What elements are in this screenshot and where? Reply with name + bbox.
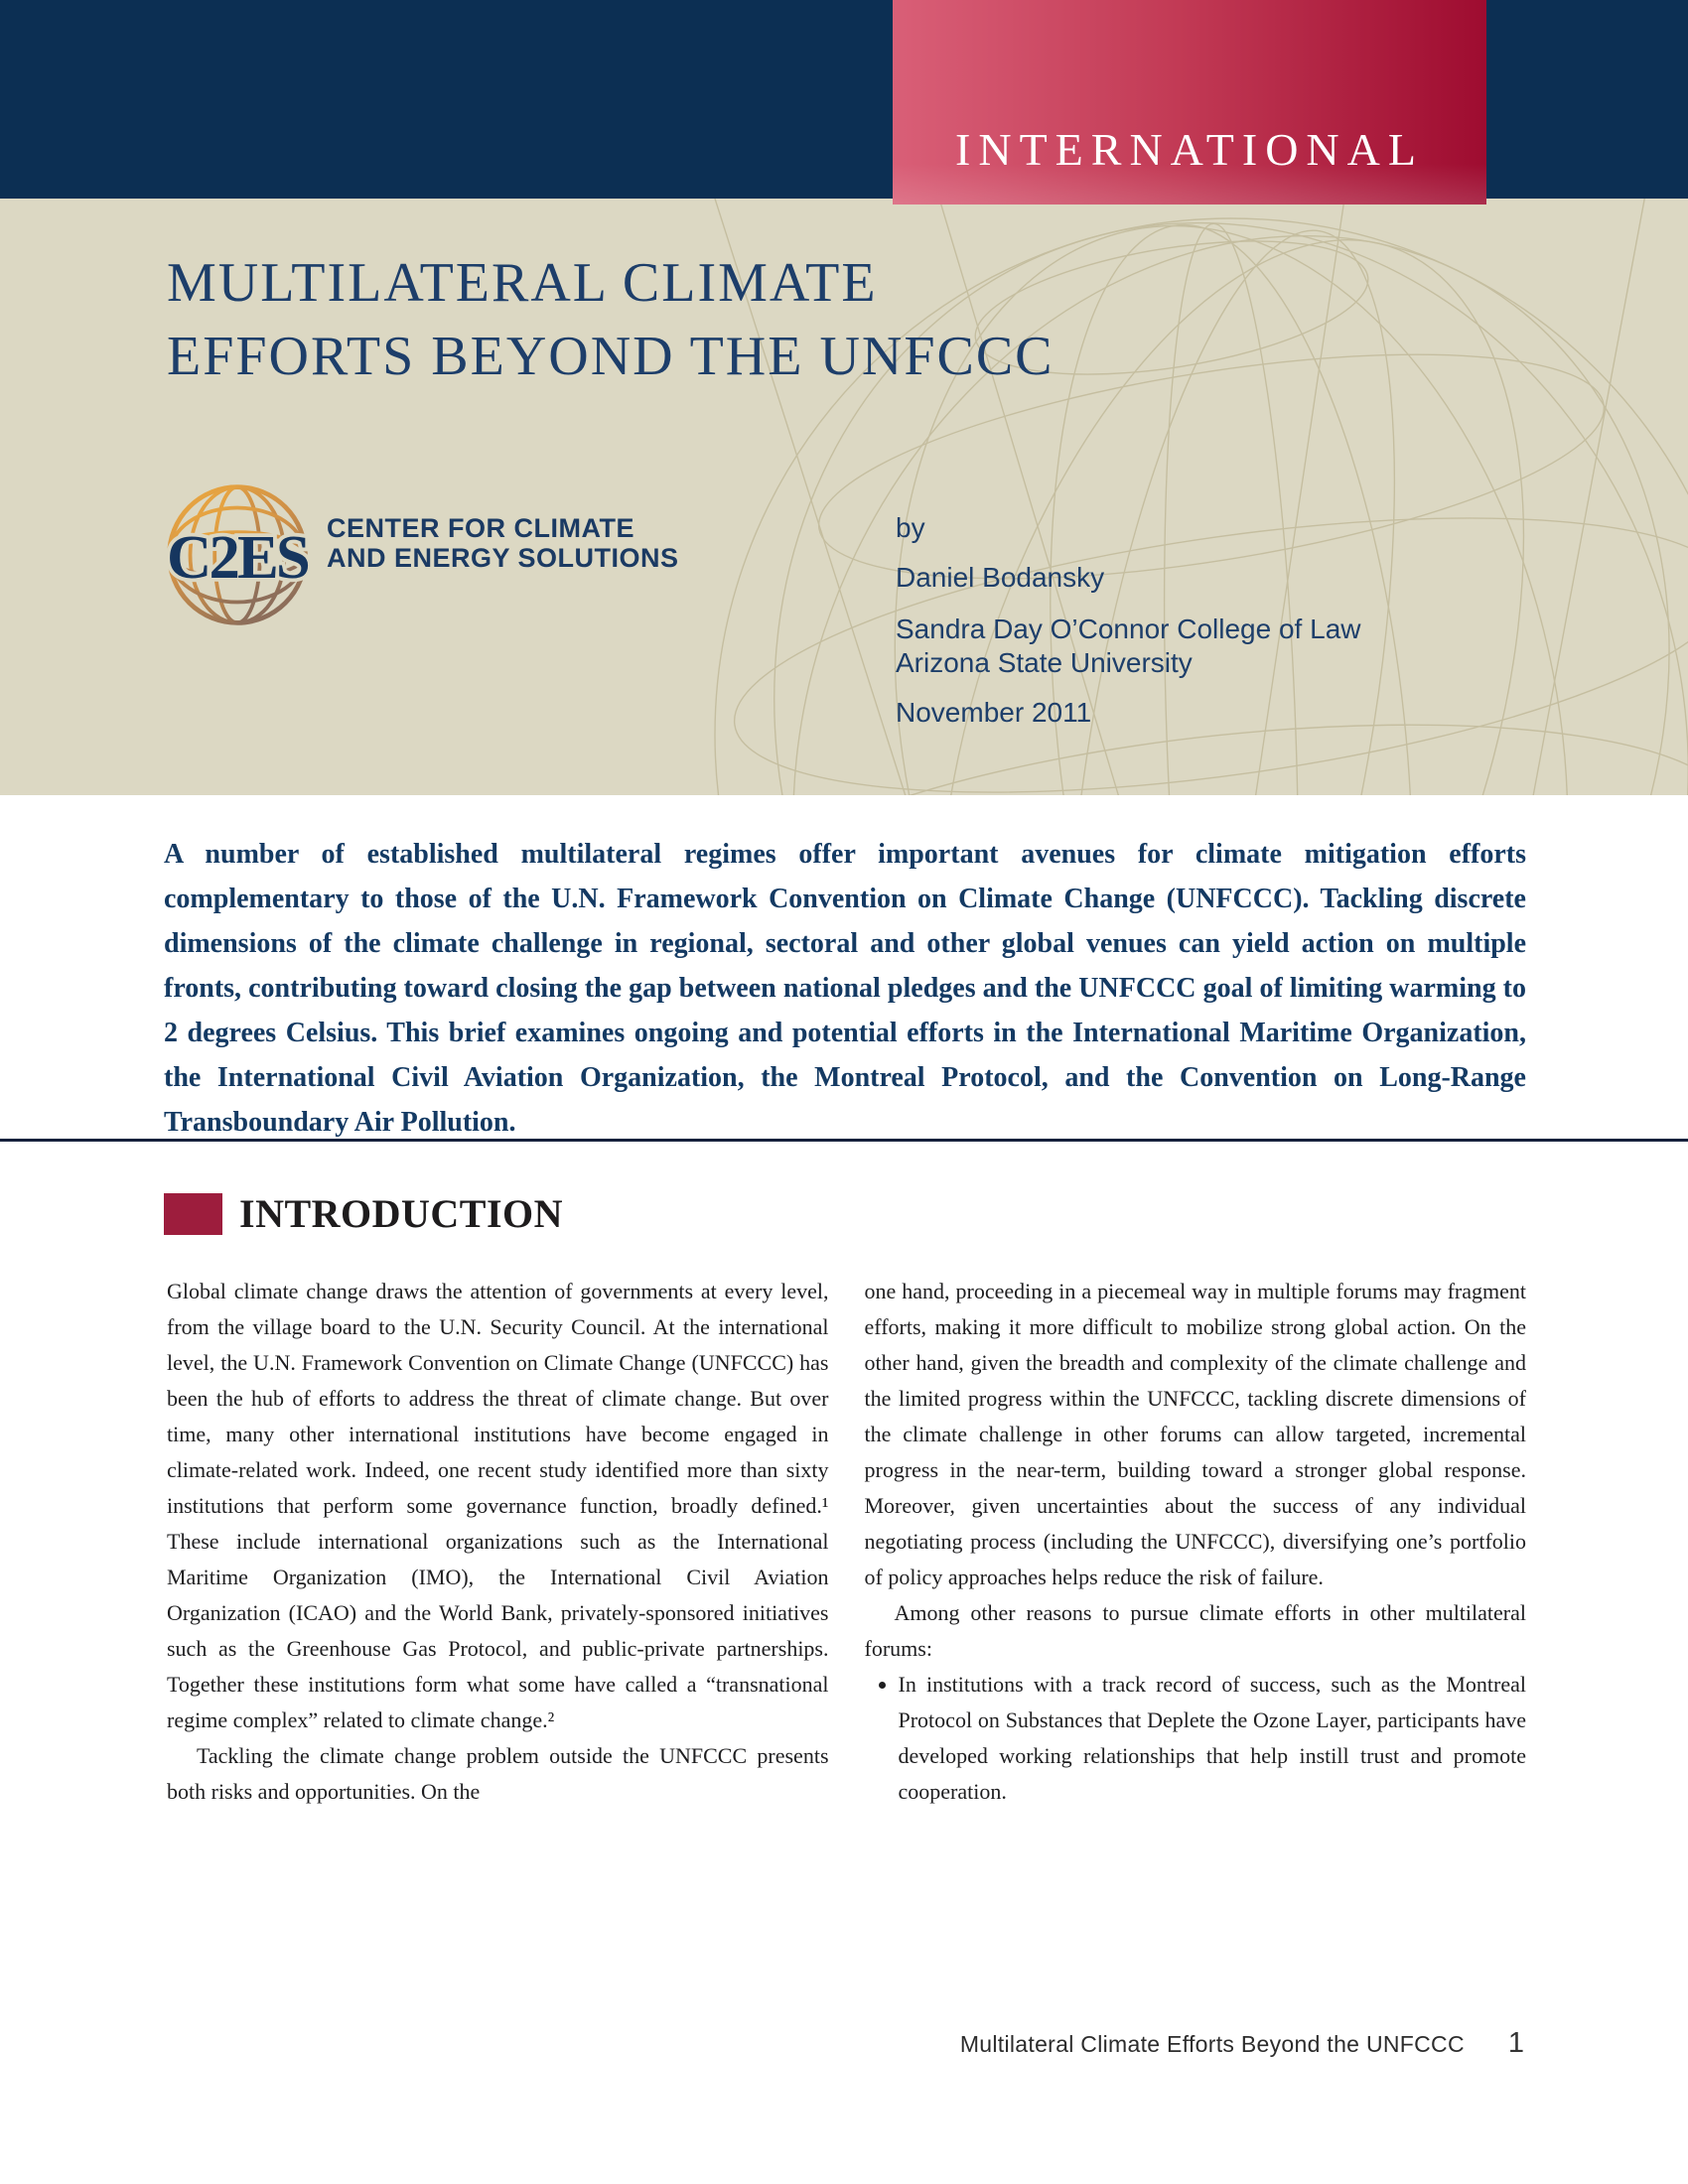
c2es-name-line1: CENTER FOR CLIMATE — [327, 513, 634, 543]
page-title — [167, 246, 1055, 393]
affiliation-line2: Arizona State University — [896, 647, 1193, 678]
byline-by-label: by — [896, 512, 925, 543]
section-marker-square — [164, 1193, 222, 1235]
series-banner — [893, 0, 1486, 205]
abstract-paragraph: A number of established multilateral regimes offer important avenues for climate mitigation efforts complementary to those of the U.N. Framework Convention on Climate Change (UNFCCC). Tackling discrete dimensions of the climate challenge in regional, sectoral and other global venues can yield action on multiple fronts, contributing toward closing the gap between national pledges and the UNFCCC goal of limiting warming to 2 degrees Celsius. This brief examines ongoing and potential efforts in the International Maritime Organization, the International Civil Aviation Organization, the Montreal Protocol, and the Convention on Long-Range Transboundary Air Pollution. — [164, 839, 1526, 1138]
body-paragraph: Among other reasons to pursue climate efforts in other multilateral forums: — [864, 1600, 1526, 1661]
byline-block — [896, 511, 1360, 730]
body-paragraph: Global climate change draws the attention of governments at every level, from the village board to the U.N. Security Council. At the international level, the U.N. Framework Convention on Climate Change (UNFCCC) has been the hub of efforts to address the threat of climate change. But over time, many other international institutions have become engaged in climate-related work. Indeed, one recent study identified more than sixty institutions that perform some governance function, broadly defined.¹ These include international organizations such as the International Maritime Organization (IMO), the International Civil Aviation Organization (ICAO) and the World Bank, privately-sponsored initiatives such as the Greenhouse Gas Protocol, and public-private partnerships. Together these institutions form what some have called a “transnational regime complex” related to climate change.² — [167, 1279, 829, 1732]
bullet-list — [865, 1667, 1527, 1810]
c2es-globe-icon — [162, 479, 313, 630]
series-banner-label: INTERNATIONAL — [955, 124, 1424, 175]
section-divider-rule — [0, 1139, 1688, 1142]
author-name: Daniel Bodansky — [896, 562, 1105, 593]
body-column-right — [865, 1274, 1527, 1810]
c2es-logo-name — [327, 479, 679, 630]
bullet-item: • In institutions with a track record of success, such as the Montreal Protocol on Substances that Deplete the Ozone Layer, participants have developed working relationships that help instill trust and promote cooperation. — [899, 1667, 1527, 1810]
body-paragraph: Tackling the climate change problem outside the UNFCCC presents both risks and opportunities. On the — [167, 1743, 829, 1804]
page-footer — [960, 2027, 1524, 2060]
introduction-heading — [164, 1193, 563, 1235]
footer-doc-title: Multilateral Climate Efforts Beyond the UNFCCC — [959, 2031, 1465, 2057]
body-columns — [167, 1274, 1526, 1810]
publication-date: November 2011 — [896, 697, 1092, 728]
affiliation-line1: Sandra Day O’Connor College of Law — [896, 614, 1361, 644]
c2es-logo — [162, 479, 679, 630]
body-paragraph: one hand, proceeding in a piecemeal way in multiple forums may fragment efforts, making it more difficult to mobilize strong global action. On the other hand, given the breadth and complexity of the climate challenge and the limited progress within the UNFCCC, tackling discrete dimensions of the climate challenge in other forums can allow targeted, incremental progress in the near-term, building toward a stronger global response. Moreover, given uncertainties about the success of any individual negotiating process (including the UNFCCC), diversifying one’s portfolio of policy approaches helps reduce the risk of failure. — [864, 1279, 1526, 1589]
page-number: 1 — [1507, 2027, 1524, 2059]
page-title-line1: MULTILATERAL CLIMATE — [167, 252, 878, 314]
hero-section — [0, 199, 1688, 795]
c2es-acronym: C2ES — [167, 521, 308, 592]
author-affiliation — [896, 613, 1360, 680]
c2es-name-line2: AND ENERGY SOLUTIONS — [327, 543, 679, 573]
page-title-line2: EFFORTS BEYOND THE UNFCCC — [167, 326, 1055, 387]
body-column-left — [167, 1274, 829, 1810]
introduction-heading-label: INTRODUCTION — [239, 1191, 564, 1236]
